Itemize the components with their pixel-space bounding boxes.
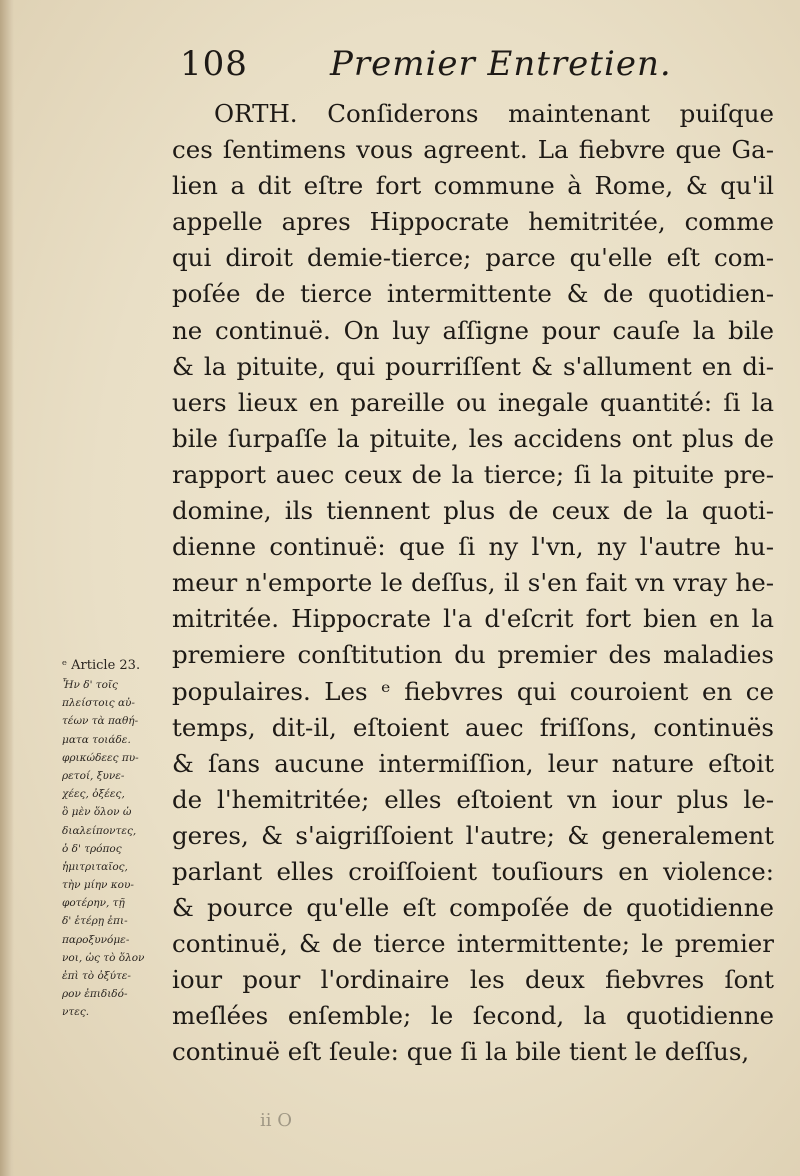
text-line: domine, ils tiennent plus de ceux de la quoti-	[172, 496, 774, 526]
text-line: & ſans aucune intermiſſion, leur nature eſtoit	[172, 748, 774, 778]
margin-note-line: ρον ἐπιδιδό-	[62, 988, 128, 1001]
text-line: ne continuë. On luy aſſigne pour cauſe la bile	[172, 315, 774, 345]
body-text	[172, 96, 774, 1071]
margin-note-line: νοι, ὡς τὸ ὅλον	[62, 951, 145, 964]
margin-note-line: φοτέρην, τῇ	[62, 897, 125, 910]
text-line: meſlées enſemble; le ſecond, la quotidienne	[172, 1001, 774, 1031]
margin-note-line: ματα τοιάδε.	[62, 733, 131, 746]
text-line: appelle apres Hippocrate hemitritée, comme	[172, 207, 774, 237]
text-line: & pource qu'elle eſt compoſée de quotidienne	[172, 893, 774, 923]
margin-note-line: ὃ μὲν ὅλον ὡ	[62, 806, 132, 819]
text-line: & la pituite, qui pourriſſent & s'allument en di-	[172, 351, 774, 381]
margin-note-line: παροξυνόμε-	[62, 933, 130, 946]
text-line: premiere conſtitution du premier des maladies	[172, 640, 774, 670]
text-line: mitritée. Hippocrate l'a d'eſcrit fort bien en la	[172, 604, 774, 634]
margin-note	[62, 656, 172, 1022]
margin-note-reference: ᵉ Article 23.	[62, 658, 141, 673]
margin-note-line: δ' ἑτέρῃ ἐπι-	[62, 915, 128, 928]
margin-note-line: Ἦν δ' τοῖς	[62, 679, 118, 691]
text-line: meur n'emporte le deſſus, il s'en fait vn vray he-	[172, 568, 774, 598]
text-line: poſée de tierce intermittente & de quotidien-	[172, 279, 774, 309]
page-number: 108	[180, 44, 248, 84]
text-line: lien a dit eſtre fort commune à Rome, & qu'il	[172, 171, 774, 201]
text-line: continuë, & de tierce intermittente; le premier	[172, 929, 774, 959]
page-header	[180, 44, 770, 88]
margin-note-line: ὁ δ' τρόπος	[62, 842, 122, 855]
text-line: geres, & s'aigriſſoient l'autre; & generalement	[172, 820, 774, 850]
margin-note-greek-text	[62, 676, 172, 1022]
text-line: ces ſentimens vous agreent. La fiebvre que Ga-	[172, 135, 774, 165]
text-line: parlant elles croiſſoient touſiours en violence:	[172, 856, 774, 886]
margin-note-line: τέων τὰ παθή-	[62, 715, 139, 728]
text-line: temps, dit-il, eſtoient auec friſſons, continuës	[172, 712, 774, 742]
margin-note-line: ντες.	[62, 1006, 90, 1019]
text-line: iour pour l'ordinaire les deux fiebvres ſont	[172, 965, 774, 995]
text-line: continuë eſt ſeule: que ſi la bile tient le deſſus,	[172, 1037, 750, 1067]
text-line: populaires. Les ᵉ fiebvres qui couroient en ce	[172, 676, 774, 706]
margin-note-line: ρετοί, ξυνε-	[62, 769, 125, 782]
text-line: dienne continuë: que ſi ny l'vn, ny l'autre hu-	[172, 532, 774, 562]
text-line: rapport auec ceux de la tierce; ſi la pituite pre-	[172, 459, 774, 489]
margin-note-line: τὴν μίην κου-	[62, 879, 134, 892]
margin-note-line: φρικώδεες πυ-	[62, 751, 139, 764]
margin-note-line: πλείστοις αὐ-	[62, 697, 135, 710]
margin-note-line: ἡμιτριταῖος,	[62, 860, 128, 873]
margin-note-line: διαλείποντες,	[62, 824, 137, 837]
running-title: Premier Entretien.	[330, 44, 672, 84]
text-line: de l'hemitritée; elles eſtoient vn iour plus le-	[172, 784, 774, 814]
text-line: uers lieux en pareille ou inegale quantité: ſi la	[172, 387, 774, 417]
margin-note-line: ἐπὶ τὸ ὀξύτε-	[62, 970, 131, 982]
text-line: qui diroit demie-tierce; parce qu'elle eſt com-	[172, 243, 774, 273]
margin-note-line: χέες, ὀξέες,	[62, 788, 125, 801]
text-line: ORTH. Conſiderons maintenant puiſque	[214, 99, 774, 128]
page-gutter	[0, 0, 14, 1176]
text-line: bile ſurpaſſe la pituite, les accidens ont plus de	[172, 423, 774, 453]
signature-mark: ii O	[260, 1110, 292, 1131]
